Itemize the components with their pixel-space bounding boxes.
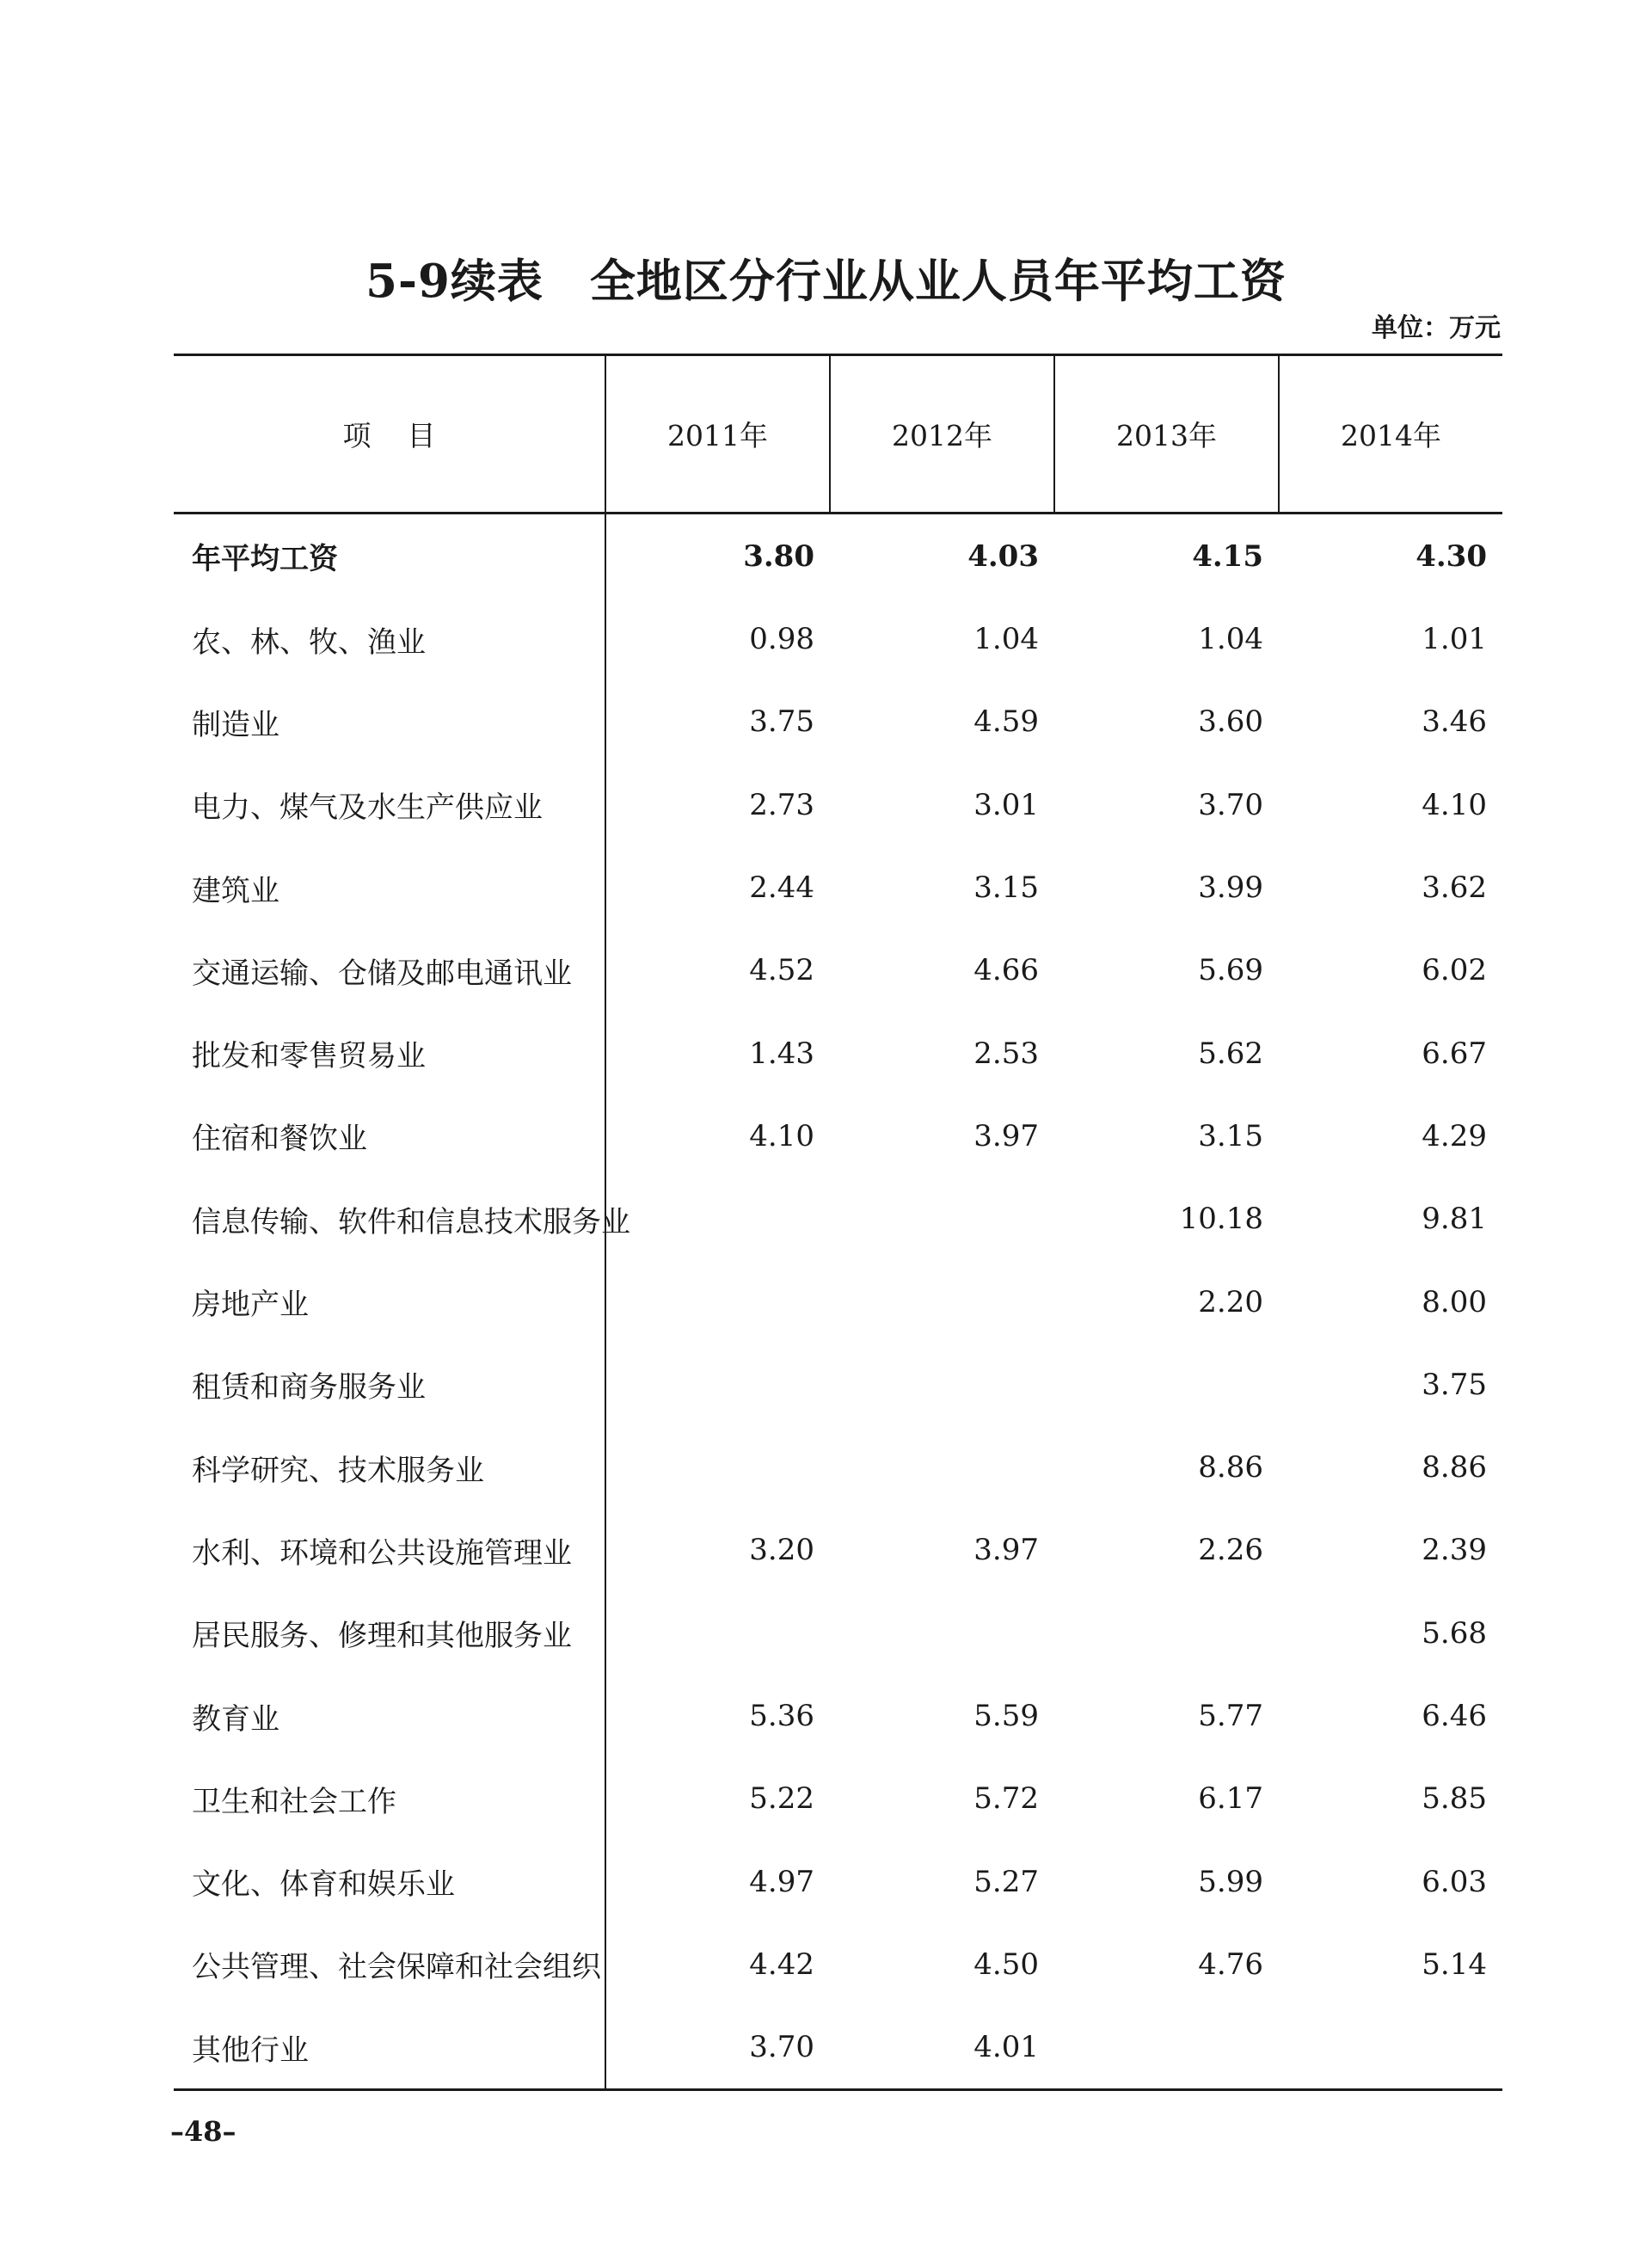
table-row [174, 1675, 1502, 1757]
value-cell: 4.03 [967, 538, 1039, 574]
table-row [174, 680, 1502, 763]
value-cell: 10.18 [1179, 1202, 1263, 1237]
table-row [174, 514, 1502, 599]
value-cell [605, 1178, 830, 1260]
value-cell: 3.01 [973, 787, 1039, 822]
value-cell: 2.39 [1422, 1533, 1487, 1568]
value-cell: 5.68 [1422, 1615, 1487, 1651]
value-cell: 8.86 [1198, 1450, 1263, 1485]
value-cell [830, 1178, 1054, 1260]
header-item: 项目 [174, 355, 605, 514]
value-cell: 5.85 [1422, 1781, 1487, 1817]
value-cell: 2.53 [973, 1036, 1039, 1071]
page-title: 5-9续表 全地区分行业从业人员年平均工资 [365, 255, 1287, 308]
header-year-2014: 2014年 [1279, 355, 1502, 514]
value-cell: 4.76 [1198, 1946, 1263, 1982]
value-cell: 6.02 [1422, 953, 1487, 988]
value-cell: 3.75 [1422, 1367, 1487, 1402]
unit-label: 单位：万元 [1372, 313, 1501, 343]
value-cell: 5.62 [1198, 1036, 1263, 1071]
table-row [174, 1260, 1502, 1343]
value-cell: 3.15 [1198, 1118, 1263, 1153]
value-cell: 9.81 [1422, 1202, 1487, 1237]
table-row [174, 598, 1502, 680]
value-cell: 2.44 [749, 870, 814, 906]
row-label: 租赁和商务服务业 [174, 1344, 605, 1426]
value-cell: 4.29 [1422, 1118, 1487, 1153]
value-cell: 3.99 [1198, 870, 1263, 906]
value-cell: 3.97 [973, 1118, 1039, 1153]
value-cell: 3.80 [743, 538, 814, 574]
table-row [174, 929, 1502, 1012]
row-label: 房地产业 [174, 1260, 605, 1343]
row-label: 制造业 [174, 680, 605, 763]
value-cell: 4.10 [749, 1118, 814, 1153]
row-label: 信息传输、软件和信息技术服务业 [174, 1178, 605, 1260]
row-label: 文化、体育和娱乐业 [174, 1840, 605, 1922]
value-cell: 3.15 [973, 870, 1039, 906]
value-cell: 5.69 [1198, 953, 1263, 988]
value-cell: 4.59 [973, 704, 1039, 740]
table-row [174, 1426, 1502, 1509]
row-label: 建筑业 [174, 846, 605, 929]
value-cell: 3.62 [1422, 870, 1487, 906]
row-label: 教育业 [174, 1675, 605, 1757]
value-cell: 1.04 [973, 622, 1039, 657]
value-cell: 1.01 [1422, 622, 1487, 657]
value-cell: 4.30 [1416, 538, 1487, 574]
table-row [174, 1095, 1502, 1178]
value-cell: 8.00 [1422, 1284, 1487, 1319]
table-row [174, 1592, 1502, 1675]
row-label: 水利、环境和公共设施管理业 [174, 1509, 605, 1591]
row-label: 交通运输、仓储及邮电通讯业 [174, 929, 605, 1012]
value-cell: 6.17 [1198, 1781, 1263, 1817]
wage-table [174, 354, 1502, 2091]
value-cell: 5.22 [749, 1781, 814, 1817]
table-body [174, 514, 1502, 2090]
value-cell [830, 1426, 1054, 1509]
value-cell [605, 1426, 830, 1509]
table-row [174, 1509, 1502, 1591]
value-cell: 4.50 [973, 1946, 1039, 1982]
value-cell: 4.66 [973, 953, 1039, 988]
row-label: 公共管理、社会保障和社会组织 [174, 1923, 605, 2006]
value-cell: 4.15 [1192, 538, 1263, 574]
row-label: 年平均工资 [174, 514, 605, 599]
value-cell: 2.73 [749, 787, 814, 822]
value-cell [605, 1592, 830, 1675]
table-row [174, 1923, 1502, 2006]
header-year-2012: 2012年 [830, 355, 1054, 514]
table-row [174, 1012, 1502, 1094]
row-label: 居民服务、修理和其他服务业 [174, 1592, 605, 1675]
value-cell: 1.43 [749, 1036, 814, 1071]
value-cell [1279, 2006, 1502, 2090]
row-label: 其他行业 [174, 2006, 605, 2090]
value-cell: 3.46 [1422, 704, 1487, 740]
value-cell: 8.86 [1422, 1450, 1487, 1485]
row-label: 电力、煤气及水生产供应业 [174, 764, 605, 846]
value-cell [1054, 2006, 1279, 2090]
table-row [174, 2006, 1502, 2090]
header-year-2011: 2011年 [605, 355, 830, 514]
row-label: 住宿和餐饮业 [174, 1095, 605, 1178]
value-cell [830, 1344, 1054, 1426]
value-cell [1054, 1344, 1279, 1426]
value-cell: 3.70 [1198, 787, 1263, 822]
value-cell: 5.77 [1198, 1699, 1263, 1733]
value-cell: 5.36 [749, 1699, 814, 1733]
row-label: 卫生和社会工作 [174, 1757, 605, 1840]
value-cell: 4.10 [1422, 787, 1487, 822]
value-cell: 1.04 [1198, 622, 1263, 657]
table-row [174, 764, 1502, 846]
value-cell: 4.42 [749, 1946, 814, 1982]
value-cell: 5.59 [973, 1699, 1039, 1733]
value-cell [830, 1260, 1054, 1343]
value-cell: 3.97 [973, 1533, 1039, 1568]
table-row [174, 1840, 1502, 1922]
table-row [174, 1178, 1502, 1260]
table-row [174, 1344, 1502, 1426]
value-cell: 3.75 [749, 704, 814, 740]
page-number: –48– [170, 2115, 236, 2148]
value-cell [605, 1260, 830, 1343]
row-label: 科学研究、技术服务业 [174, 1426, 605, 1509]
value-cell: 6.67 [1422, 1036, 1487, 1071]
value-cell [830, 1592, 1054, 1675]
header-year-2013: 2013年 [1054, 355, 1279, 514]
row-label: 农、林、牧、渔业 [174, 598, 605, 680]
value-cell: 0.98 [749, 622, 814, 657]
value-cell: 5.27 [973, 1864, 1039, 1899]
value-cell: 3.70 [605, 2006, 830, 2090]
value-cell: 2.20 [1198, 1284, 1263, 1319]
value-cell: 4.01 [830, 2006, 1054, 2090]
value-cell: 3.60 [1198, 704, 1263, 740]
value-cell: 3.20 [749, 1533, 814, 1568]
value-cell: 4.52 [749, 953, 814, 988]
value-cell: 5.14 [1422, 1946, 1487, 1982]
value-cell: 4.97 [749, 1864, 814, 1899]
table-header-row [174, 355, 1502, 514]
value-cell: 2.26 [1198, 1533, 1263, 1568]
value-cell: 5.99 [1198, 1864, 1263, 1899]
row-label: 批发和零售贸易业 [174, 1012, 605, 1094]
value-cell [605, 1344, 830, 1426]
value-cell: 5.72 [973, 1781, 1039, 1817]
value-cell [1054, 1592, 1279, 1675]
table-row [174, 846, 1502, 929]
wage-table-container [174, 354, 1502, 2091]
value-cell: 6.46 [1422, 1699, 1487, 1733]
value-cell: 6.03 [1422, 1864, 1487, 1899]
table-row [174, 1757, 1502, 1840]
